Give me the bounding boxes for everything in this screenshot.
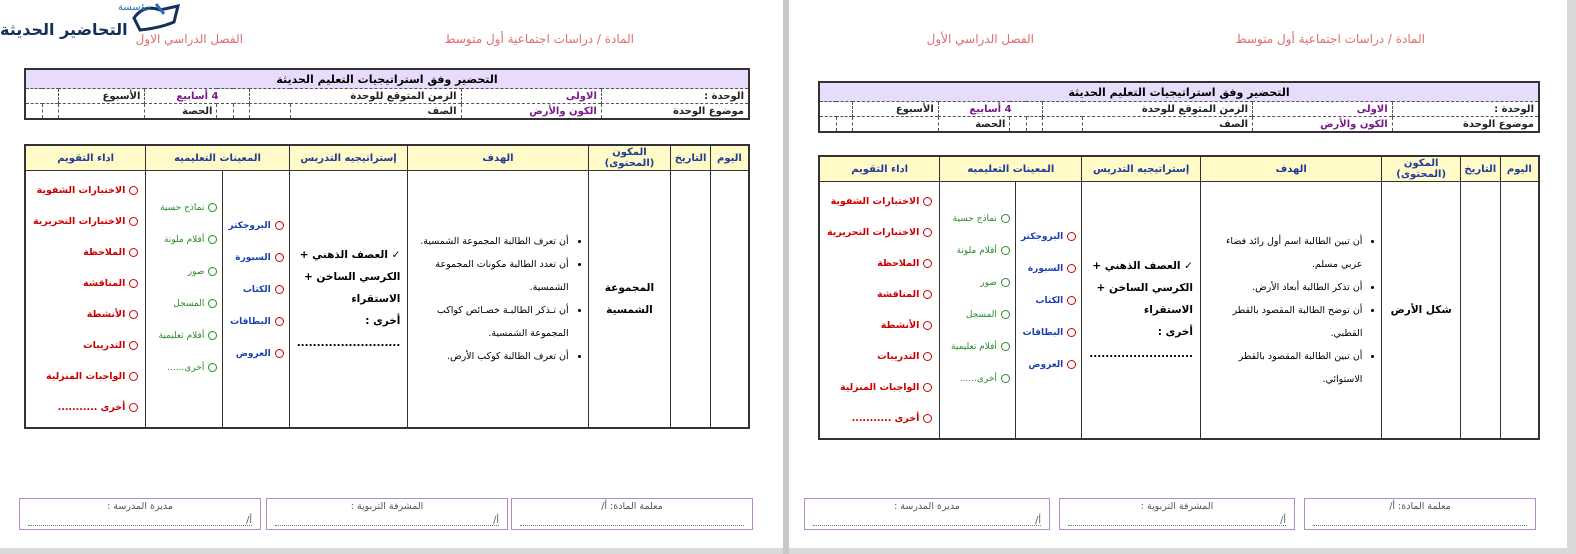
topic-value: الكون والأرض (461, 104, 601, 120)
goal-item: • أن تعرف الطالبة كوكب الأرض. (413, 345, 568, 368)
goal-item: • أن تبين الطالبة المقصود بالقطر الاستوائي. (1206, 345, 1362, 391)
col-eval: اداء التقويم (819, 156, 940, 182)
goal-item: • أن تعدد الطالبة مكونات المجموعة الشمسية. (413, 253, 568, 299)
class-value (1010, 117, 1026, 133)
circle-icon (1067, 232, 1076, 241)
period-value (853, 117, 938, 133)
circle-icon (208, 299, 217, 308)
class-value (1026, 117, 1042, 133)
circle-icon (129, 372, 138, 381)
period-value (836, 117, 852, 133)
circle-icon (129, 217, 138, 226)
unit-label: الوحدة : (1392, 102, 1539, 117)
circle-icon (1067, 360, 1076, 369)
circle-icon (923, 352, 932, 361)
day-cell (710, 171, 749, 429)
eval-item: المناقشة (83, 278, 126, 289)
period-value (42, 104, 58, 120)
aid-item: نماذج حسية (952, 214, 997, 224)
teacher-signature (511, 498, 753, 530)
semester-title: الفصل الدراسي الاول (135, 32, 243, 46)
signature-line (1313, 515, 1527, 526)
circle-icon (1001, 246, 1010, 255)
signature-prefix: أ/ (28, 515, 252, 526)
tools-cell (1015, 182, 1081, 440)
col-day: اليوم (1500, 156, 1539, 182)
plan-page-right (789, 0, 1567, 548)
signature-prefix: أ/ (813, 515, 1041, 526)
circle-icon (275, 253, 284, 262)
class-value (233, 104, 249, 120)
tool-item: السبورة (235, 253, 271, 263)
eval-item: الواجبات المنزلية (839, 382, 920, 393)
unit-label: الوحدة : (601, 89, 749, 104)
tools-cell (223, 171, 289, 429)
aid-item: أقلام ملونة (956, 246, 997, 256)
principal-label: مديرة المدرسة : (107, 501, 173, 512)
aids-cell (146, 171, 223, 429)
day-cell (1500, 182, 1539, 440)
circle-icon (1067, 264, 1076, 273)
circle-icon (208, 267, 217, 276)
col-strategy: إستراتيجيه التدريس (289, 145, 408, 171)
principal-label: مديرة المدرسة : (894, 501, 960, 512)
strategy-line: الكرسي الساخن + (1096, 282, 1193, 294)
time-label: الزمن المتوقع للوحدة (250, 89, 461, 104)
week-label: الأسبوع (59, 89, 145, 104)
tool-item: البطاقات (1022, 328, 1064, 338)
week-value (819, 102, 853, 117)
unit-value: الاولى (461, 89, 601, 104)
circle-icon (923, 259, 932, 268)
subject-title: المادة / دراسات اجتماعية أول متوسط (1235, 32, 1425, 46)
check-icon: ✓ (387, 249, 401, 261)
tool-item: السبورة (1027, 264, 1064, 274)
aid-item: أخرى...... (959, 374, 997, 384)
unit-info-table (818, 81, 1540, 133)
check-icon: ✓ (1180, 260, 1193, 272)
strategy-line: الاستقراء (1143, 304, 1193, 316)
period-value (819, 117, 836, 133)
strategy-other: أخرى : (1157, 326, 1193, 338)
goal-cell (408, 171, 588, 429)
circle-icon (1001, 374, 1010, 383)
circle-icon (275, 317, 284, 326)
topic-value: الكون والأرض (1253, 117, 1393, 133)
aids-cell (940, 182, 1016, 440)
class-label: الصف (1083, 117, 1253, 133)
strategy-line: العصف الذهني + (1092, 260, 1181, 272)
period-value (25, 104, 42, 120)
time-label: الزمن المتوقع للوحدة (1043, 102, 1253, 117)
aid-item: نماذج حسية (160, 203, 205, 213)
col-eval: اداء التقويم (25, 145, 146, 171)
col-aids: المعينات التعليميه (146, 145, 289, 171)
eval-item: أخرى ........... (57, 402, 126, 413)
circle-icon (129, 186, 138, 195)
tool-item: الكتاب (1035, 296, 1064, 306)
eval-item: الأنشطة (880, 320, 920, 331)
circle-icon (923, 383, 932, 392)
goal-item: • أن تـذكر الطالبـة خصـائص كواكب المجموعة الشمسية. (413, 299, 568, 345)
circle-icon (1001, 278, 1010, 287)
supervisor-label: المشرفة التربوية : (1140, 501, 1214, 512)
strategy-line: الكرسي الساخن + (303, 271, 401, 283)
circle-icon (208, 203, 217, 212)
date-cell (671, 171, 711, 429)
circle-icon (129, 341, 138, 350)
principal-signature (19, 498, 261, 530)
tool-item: العروض (235, 349, 271, 359)
content-cell: شكل الأرض (1382, 182, 1460, 440)
circle-icon (129, 248, 138, 257)
goal-item: • أن تبين الطالبة اسم أول رائد فضاء عربي مسلم. (1206, 230, 1362, 276)
class-value (217, 104, 233, 120)
eval-item: الاختبارات الشفوية (36, 185, 126, 196)
aid-item: أفلام تعليمية (951, 342, 997, 352)
strategy-cell: ✓ العصف الذهني + الكرسي الساخن + الاستقراء أخرى : .......................... (289, 171, 408, 429)
col-goal: الهدف (1200, 156, 1381, 182)
class-label: الصف (290, 104, 461, 120)
class-value (1043, 117, 1083, 133)
week-label: الأسبوع (853, 102, 938, 117)
goal-item: • أن تذكر الطالبة أبعاد الأرض. (1206, 276, 1362, 299)
circle-icon (129, 279, 138, 288)
unit-value: الاولى (1253, 102, 1393, 117)
tool-item: البروجكتر (228, 221, 271, 231)
period-label: الحصة (145, 104, 217, 120)
topic-label: موضوع الوحدة (601, 104, 749, 120)
aid-item: أقلام ملونة (163, 235, 205, 245)
strategy-other: أخرى : (365, 315, 401, 327)
col-date: التاريخ (671, 145, 711, 171)
supervisor-label: المشرفة التربوية : (350, 501, 424, 512)
eval-item: المناقشة (877, 289, 920, 300)
circle-icon (1067, 296, 1076, 305)
time-value: 4 أسابيع (145, 89, 250, 104)
aid-item: صور (980, 278, 997, 288)
circle-icon (129, 310, 138, 319)
info-title: التحضير وفق استراتيجيات التعليم الحديثة (25, 69, 749, 89)
circle-icon (129, 403, 138, 412)
teacher-signature (1304, 498, 1536, 530)
circle-icon (1001, 214, 1010, 223)
principal-signature (804, 498, 1050, 530)
col-strategy: إستراتيجيه التدريس (1082, 156, 1201, 182)
tool-item: الكتاب (242, 285, 271, 295)
signature-prefix: أ/ (275, 515, 499, 526)
circle-icon (1067, 328, 1076, 337)
aid-item: المسجل (965, 310, 997, 320)
signature-line (520, 515, 744, 526)
aid-item: أخرى...... (167, 363, 205, 373)
col-date: التاريخ (1460, 156, 1500, 182)
eval-item: الواجبات المنزلية (45, 371, 126, 382)
eval-item: الملاحظة (83, 247, 126, 258)
col-aids: المعينات التعليميه (940, 156, 1082, 182)
aid-item: المسجل (173, 299, 205, 309)
subject-title: المادة / دراسات اجتماعية أول متوسط (444, 32, 634, 46)
eval-item: الاختبارات التحريرية (33, 216, 126, 227)
info-title: التحضير وفق استراتيجيات التعليم الحديثة (819, 82, 1539, 102)
period-label: الحصة (938, 117, 1010, 133)
week-value (25, 89, 59, 104)
circle-icon (208, 331, 217, 340)
logo-tag: مؤسسة (118, 2, 152, 13)
eval-item: أخرى ........... (851, 413, 920, 424)
aid-item: صور (187, 267, 205, 277)
circle-icon (275, 221, 284, 230)
aid-item: أفلام تعليمية (158, 331, 205, 341)
col-content: المكون (المحتوى) (1382, 156, 1460, 182)
circle-icon (1001, 342, 1010, 351)
eval-item: التدريبات (83, 340, 126, 351)
semester-title: الفصل الدراسي الأول (926, 32, 1034, 46)
circle-icon (923, 228, 932, 237)
eval-cell (25, 171, 146, 429)
date-cell (1460, 182, 1500, 440)
plan-page-left (0, 0, 783, 548)
supervisor-signature (1059, 498, 1295, 530)
goal-cell (1200, 182, 1381, 440)
eval-item: الاختبارات الشفوية (830, 196, 920, 207)
strategy-cell: ✓ العصف الذهني + الكرسي الساخن + الاستقراء أخرى : .......................... (1082, 182, 1201, 440)
circle-icon (923, 290, 932, 299)
content-cell: المجموعة الشمسية (588, 171, 671, 429)
eval-item: الأنشطة (86, 309, 126, 320)
supervisor-signature (266, 498, 508, 530)
eval-item: التدريبات (877, 351, 920, 362)
teacher-label: معلمة المادة: أ/ (601, 501, 663, 512)
strategy-line: الاستقراء (351, 293, 401, 305)
signature-prefix: أ/ (1068, 515, 1286, 526)
col-content: المكون (المحتوى) (588, 145, 671, 171)
circle-icon (923, 414, 932, 423)
unit-info-table (24, 68, 750, 120)
circle-icon (1001, 310, 1010, 319)
col-goal: الهدف (408, 145, 588, 171)
circle-icon (275, 349, 284, 358)
goal-item: • أن تعرف الطالبة المجموعة الشمسية. (413, 230, 568, 253)
circle-icon (275, 285, 284, 294)
eval-cell (819, 182, 940, 440)
tool-item: البطاقات (230, 317, 271, 327)
eval-item: الاختبارات التحريرية (827, 227, 920, 238)
eval-item: الملاحظة (877, 258, 920, 269)
time-value: 4 أسابيع (938, 102, 1042, 117)
logo-name: التحاضير الحديثة (0, 20, 128, 39)
lesson-table (24, 144, 750, 429)
period-value (59, 104, 145, 120)
circle-icon (208, 363, 217, 372)
col-day: اليوم (710, 145, 749, 171)
circle-icon (923, 197, 932, 206)
tool-item: العروض (1028, 360, 1064, 370)
class-value (250, 104, 290, 120)
teacher-label: معلمة المادة: أ/ (1389, 501, 1451, 512)
circle-icon (923, 321, 932, 330)
strategy-line: العصف الذهني + (299, 249, 388, 261)
topic-label: موضوع الوحدة (1392, 117, 1539, 133)
goal-item: • أن توضح الطالبة المقصود بالقطر القطبي. (1206, 299, 1362, 345)
tool-item: البروجكتر (1020, 232, 1064, 242)
circle-icon (208, 235, 217, 244)
lesson-table (818, 155, 1540, 440)
